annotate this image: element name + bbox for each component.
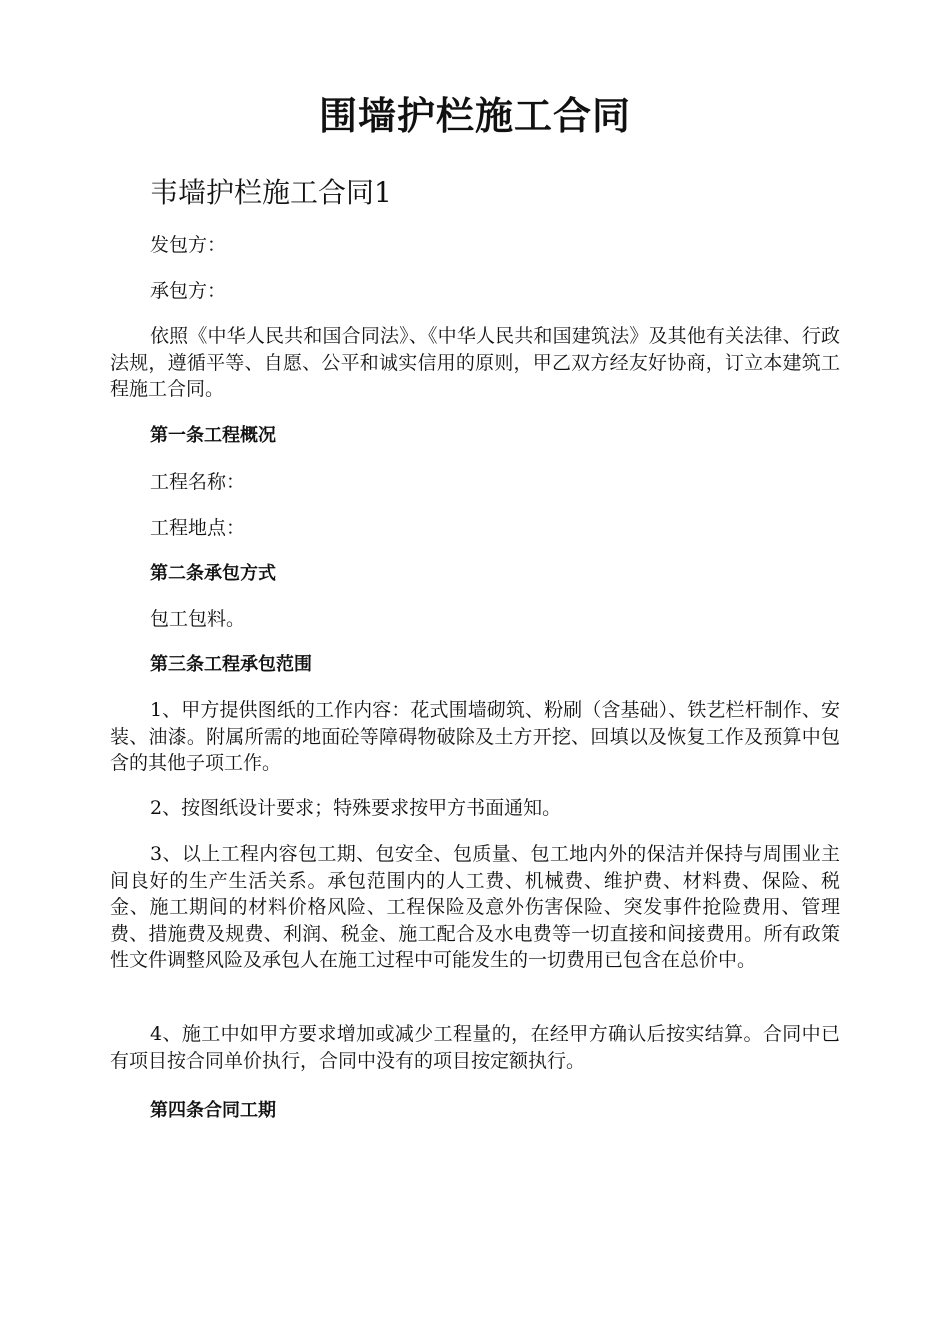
contractor-label: 承包方：	[150, 280, 227, 302]
article3-item2: 2、按图纸设计要求；特殊要求按甲方书面通知。	[150, 797, 562, 819]
employer-label: 发包方：	[150, 234, 227, 256]
article2-content: 包工包料。	[150, 608, 246, 630]
article1-heading: 第一条工程概况	[150, 425, 276, 446]
contract-subtitle: 韦墙护栏施工合同1	[150, 176, 392, 209]
article3-item4: 4、施工中如甲方要求增加或减少工程量的，在经甲方确认后按实结算。合同中已有项目按合同单价执行，合同中没有的项目按定额执行。	[110, 1023, 840, 1072]
preamble-paragraph: 依照《中华人民共和国合同法》、《中华人民共和国建筑法》及其他有关法律、行政法规，遵循平等、自愿、公平和诚实信用的原则，甲乙双方经友好协商，订立本建筑工程施工合同。	[110, 325, 840, 400]
article3-item3: 3、以上工程内容包工期、包安全、包质量、包工地内外的保洁并保持与周围业主间良好的生产生活关系。承包范围内的人工费、机械费、维护费、材料费、保险、税金、施工期间的材料价格风险、工程保险及意外伤害保险、突发事件抢险费用、管理费、措施费及规费、利润、税金、施工配合及水电费等一切直接和间接费用。所有政策性文件调整风险及承包人在施工过程中可能发生的一切费用已包含在总价中。	[110, 843, 840, 971]
article3-item1: 1、甲方提供图纸的工作内容：花式围墙砌筑、粉刷（含基础）、铁艺栏杆制作、安装、油漆。附属所需的地面砼等障碍物破除及土方开挖、回填以及恢复工作及预算中包含的其他子项工作。	[110, 699, 840, 774]
article4-heading: 第四条合同工期	[150, 1100, 276, 1121]
project-name-label: 工程名称：	[150, 471, 246, 493]
document-title: 围墙护栏施工合同	[318, 93, 631, 138]
project-location-label: 工程地点：	[150, 517, 246, 539]
article2-heading: 第二条承包方式	[150, 563, 276, 584]
article3-heading: 第三条工程承包范围	[150, 654, 312, 675]
